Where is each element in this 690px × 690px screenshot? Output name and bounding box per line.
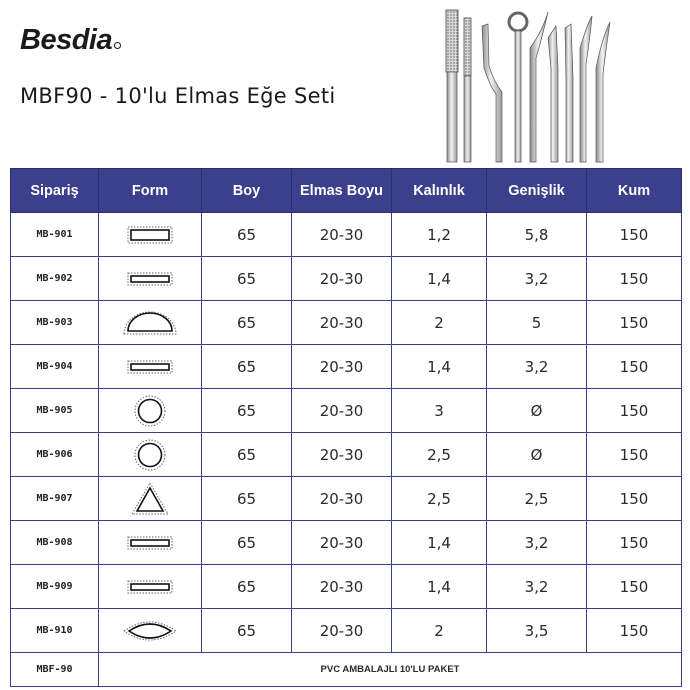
kum-cell: 150 bbox=[587, 345, 682, 389]
elmas-boyu-cell: 20-30 bbox=[292, 477, 392, 521]
flat-rectangle-icon bbox=[125, 224, 175, 246]
elmas-boyu-cell: 20-30 bbox=[292, 389, 392, 433]
header-boy: Boy bbox=[202, 169, 292, 213]
round-icon bbox=[133, 394, 167, 428]
table-row bbox=[11, 213, 682, 257]
order-code: MB-906 bbox=[11, 433, 99, 477]
genislik-cell: 2,5 bbox=[487, 477, 587, 521]
boy-cell: 65 bbox=[202, 521, 292, 565]
boy-cell: 65 bbox=[202, 565, 292, 609]
kalinlik-cell: 1,4 bbox=[392, 345, 487, 389]
header-elmas-boyu: Elmas Boyu bbox=[292, 169, 392, 213]
form-cell bbox=[99, 433, 202, 477]
header-form: Form bbox=[99, 169, 202, 213]
form-cell bbox=[99, 213, 202, 257]
kum-cell: 150 bbox=[587, 301, 682, 345]
elmas-boyu-cell: 20-30 bbox=[292, 565, 392, 609]
kum-cell: 150 bbox=[587, 213, 682, 257]
page-title: MBF90 - 10'lu Elmas Eğe Seti bbox=[20, 84, 336, 108]
brand-name: Besdia bbox=[20, 24, 113, 56]
kalinlik-cell: 2 bbox=[392, 609, 487, 653]
header-siparis: Sipariş bbox=[11, 169, 99, 213]
brand-logo bbox=[20, 24, 121, 57]
genislik-cell: 3,2 bbox=[487, 565, 587, 609]
genislik-cell: 3,5 bbox=[487, 609, 587, 653]
boy-cell: 65 bbox=[202, 389, 292, 433]
genislik-cell: Ø bbox=[487, 433, 587, 477]
kum-cell: 150 bbox=[587, 521, 682, 565]
kum-cell: 150 bbox=[587, 477, 682, 521]
order-code: MB-910 bbox=[11, 609, 99, 653]
kum-cell: 150 bbox=[587, 389, 682, 433]
table-footer-row bbox=[11, 653, 682, 687]
registered-mark-icon bbox=[114, 42, 121, 49]
table-row bbox=[11, 345, 682, 389]
kalinlik-cell: 1,4 bbox=[392, 521, 487, 565]
boy-cell: 65 bbox=[202, 433, 292, 477]
genislik-cell: 5 bbox=[487, 301, 587, 345]
half-round-icon bbox=[122, 309, 178, 337]
elmas-boyu-cell: 20-30 bbox=[292, 213, 392, 257]
header-kalinlik: Kalınlık bbox=[392, 169, 487, 213]
boy-cell: 65 bbox=[202, 257, 292, 301]
triangle-icon bbox=[131, 482, 169, 516]
table-row bbox=[11, 609, 682, 653]
genislik-cell: 3,2 bbox=[487, 521, 587, 565]
boy-cell: 65 bbox=[202, 477, 292, 521]
table-row bbox=[11, 433, 682, 477]
round-icon bbox=[133, 438, 167, 472]
kum-cell: 150 bbox=[587, 609, 682, 653]
form-cell bbox=[99, 345, 202, 389]
form-cell bbox=[99, 257, 202, 301]
genislik-cell: 5,8 bbox=[487, 213, 587, 257]
table-row bbox=[11, 389, 682, 433]
elmas-boyu-cell: 20-30 bbox=[292, 433, 392, 477]
boy-cell: 65 bbox=[202, 345, 292, 389]
table-row bbox=[11, 477, 682, 521]
elmas-boyu-cell: 20-30 bbox=[292, 345, 392, 389]
kalinlik-cell: 3 bbox=[392, 389, 487, 433]
thin-flat-icon bbox=[125, 271, 175, 287]
order-code: MB-909 bbox=[11, 565, 99, 609]
boy-cell: 65 bbox=[202, 213, 292, 257]
kum-cell: 150 bbox=[587, 565, 682, 609]
table-header-row bbox=[11, 169, 682, 213]
diamond-needle-files-illustration bbox=[438, 8, 618, 166]
kalinlik-cell: 1,4 bbox=[392, 565, 487, 609]
kalinlik-cell: 2,5 bbox=[392, 433, 487, 477]
kalinlik-cell: 1,2 bbox=[392, 213, 487, 257]
form-cell bbox=[99, 609, 202, 653]
specification-table bbox=[10, 168, 682, 687]
order-code: MB-907 bbox=[11, 477, 99, 521]
package-note: PVC AMBALAJLI 10'LU PAKET bbox=[99, 653, 682, 687]
form-cell bbox=[99, 477, 202, 521]
kalinlik-cell: 2,5 bbox=[392, 477, 487, 521]
order-code: MB-902 bbox=[11, 257, 99, 301]
order-code: MB-901 bbox=[11, 213, 99, 257]
set-code: MBF-90 bbox=[11, 653, 99, 687]
table-row bbox=[11, 301, 682, 345]
thin-flat-icon bbox=[125, 359, 175, 375]
form-cell bbox=[99, 565, 202, 609]
elmas-boyu-cell: 20-30 bbox=[292, 521, 392, 565]
lens-icon bbox=[122, 618, 178, 644]
kalinlik-cell: 1,4 bbox=[392, 257, 487, 301]
table-row bbox=[11, 521, 682, 565]
form-cell bbox=[99, 389, 202, 433]
order-code: MB-904 bbox=[11, 345, 99, 389]
boy-cell: 65 bbox=[202, 301, 292, 345]
genislik-cell: 3,2 bbox=[487, 345, 587, 389]
kum-cell: 150 bbox=[587, 257, 682, 301]
thin-flat-icon bbox=[125, 579, 175, 595]
kum-cell: 150 bbox=[587, 433, 682, 477]
elmas-boyu-cell: 20-30 bbox=[292, 609, 392, 653]
kalinlik-cell: 2 bbox=[392, 301, 487, 345]
elmas-boyu-cell: 20-30 bbox=[292, 301, 392, 345]
thin-flat-icon bbox=[125, 535, 175, 551]
table-row bbox=[11, 565, 682, 609]
elmas-boyu-cell: 20-30 bbox=[292, 257, 392, 301]
header-genislik: Genişlik bbox=[487, 169, 587, 213]
form-cell bbox=[99, 521, 202, 565]
order-code: MB-905 bbox=[11, 389, 99, 433]
boy-cell: 65 bbox=[202, 609, 292, 653]
table-row bbox=[11, 257, 682, 301]
genislik-cell: 3,2 bbox=[487, 257, 587, 301]
header-kum: Kum bbox=[587, 169, 682, 213]
order-code: MB-903 bbox=[11, 301, 99, 345]
genislik-cell: Ø bbox=[487, 389, 587, 433]
order-code: MB-908 bbox=[11, 521, 99, 565]
form-cell bbox=[99, 301, 202, 345]
